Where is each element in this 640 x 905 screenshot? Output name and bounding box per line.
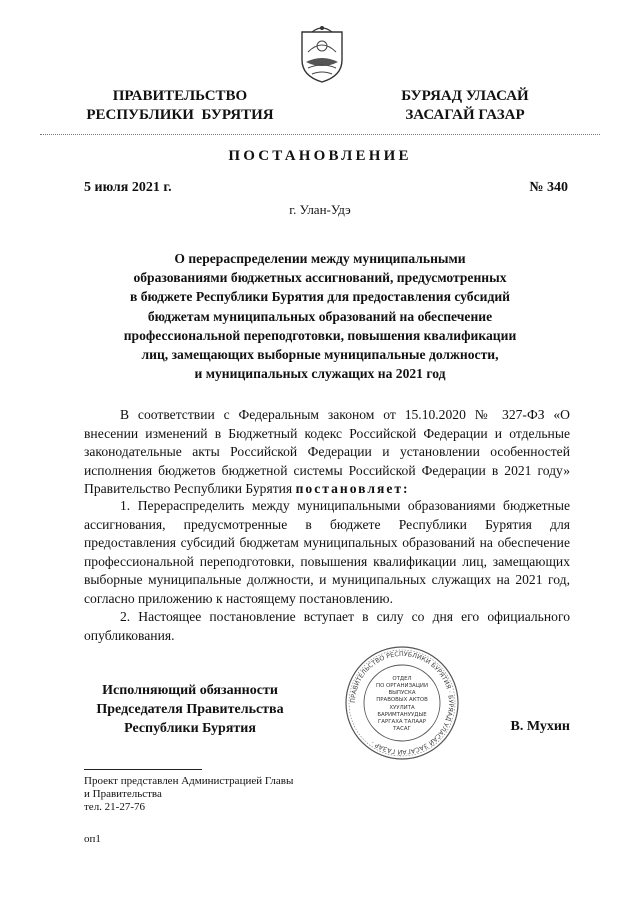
signatory-name: В. Мухин <box>510 719 570 734</box>
subject-line: лиц, замещающих выборные муниципальные должности, <box>141 347 499 363</box>
footer-note <box>84 775 293 814</box>
subject-line: О перераспределении между муниципальными <box>174 251 466 266</box>
footer-rule <box>84 769 202 770</box>
signatory-title <box>80 681 300 738</box>
stamp-inner-line: ВЫПУСКА <box>388 690 416 696</box>
stamp-inner-line: ПРАВОВЫХ АКТОВ <box>376 697 428 703</box>
stamp-inner-line: ПО ОРГАНИЗАЦИИ <box>376 683 428 689</box>
signatory-line1: Исполняющий обязанности <box>102 683 278 698</box>
stamp-inner-line: ГАРГАХА ТАЛААР <box>378 719 426 725</box>
footer-line3: тел. 21-27-76 <box>84 801 146 813</box>
subject-line: в бюджете Республики Бурятия для предоставления субсидий <box>129 289 511 305</box>
document-city: г. Улан-Удэ <box>289 202 351 217</box>
header-right-block <box>370 87 560 125</box>
stamp-inner-line: ТАСАГ <box>393 726 411 732</box>
decree-colon: : <box>403 481 408 497</box>
subject-line: и муниципальных служащих на 2021 год <box>194 366 446 382</box>
document-title: ПОСТАНОВЛЕНИЕ <box>228 148 412 164</box>
stamp-inner-line: БАРИМТАНУУДЫЕ <box>377 712 427 718</box>
document-subject <box>90 249 550 383</box>
header-divider <box>40 134 600 135</box>
footer-code: оп1 <box>84 833 101 845</box>
stamp-inner-line: ХУУЛИТА <box>389 705 415 711</box>
subject-line: профессиональной переподготовки, повышения квалификации <box>123 327 517 343</box>
decree-word: постановляет <box>295 481 404 497</box>
subject-line: бюджетам муниципальных образований на обеспечение <box>147 308 493 324</box>
signatory-line3: Республики Бурятия <box>124 721 256 736</box>
preamble-text: В соответствии с Федеральным законом от 15.10.2020 № 327-ФЗ «О внесении изменений в Бюджетный кодекс Российской Федерации и отдельные законодательные акты Российской Федерации и установлении особенностей исполнения бюджетов бюджетной системы Российской Федерации в 2021 году» Правительство Республики Бурятия <box>84 407 570 497</box>
stamp-outer-text: ПРАВИТЕЛЬСТВО РЕСПУБЛИКИ БУРЯТИЯ · БУРЯАД УЛАСАЙ ЗАСАГАЙ ГАЗАР · <box>349 650 455 756</box>
header-right-line2: ЗАСАГАЙ ГАЗАР <box>405 107 525 123</box>
document-number: № 340 <box>529 180 568 195</box>
preamble-paragraph <box>84 406 570 499</box>
item-2-paragraph: 2. Настоящее постановление вступает в силу со дня его официального опубликования. <box>84 609 570 643</box>
header-left-line1: ПРАВИТЕЛЬСТВО <box>112 88 248 104</box>
header-right-line1: БУРЯАД УЛАСАЙ <box>401 88 529 104</box>
footer-line1: Проект представлен Администрацией Главы <box>84 775 294 787</box>
subject-line: образованиями бюджетных ассигнований, предусмотренных <box>133 270 507 286</box>
footer-line2: и Правительства <box>84 788 162 800</box>
stamp-inner-line: ОТДЕЛ <box>392 676 412 682</box>
document-date: 5 июля 2021 г. <box>84 180 172 195</box>
header-left-block <box>80 87 280 125</box>
official-stamp <box>343 644 461 762</box>
header-left-line2: РЕСПУБЛИКИ БУРЯТИЯ <box>86 107 274 123</box>
item-1-paragraph: 1. Перераспределить между муниципальными образованиями бюджетные ассигнования, предусмотренные в бюджете Республики Бурятия для предоставления субсидий бюджетам муниципальных образований на обеспечение профессиональной переподготовки, повышения квалификации лиц, замещающих выборные муниципальные должности, и муниципальных служащих на 2021 год, согласно приложению к настоящему постановлению. <box>84 498 570 606</box>
coat-of-arms-emblem <box>298 22 346 84</box>
signatory-line2: Председателя Правительства <box>96 702 284 717</box>
